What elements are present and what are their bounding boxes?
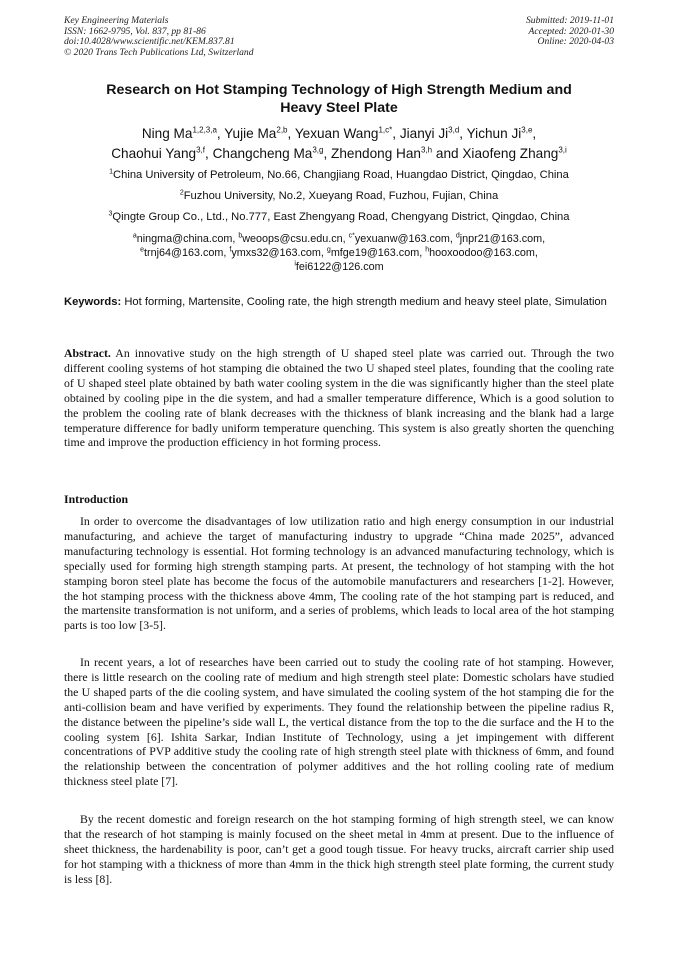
author-name: Changcheng Ma bbox=[212, 146, 313, 161]
email-mark: f bbox=[229, 246, 232, 254]
affiliation-text: China University of Petroleum, No.66, Changjiang Road, Huangdao District, Qingdao, China bbox=[113, 169, 569, 181]
email-address[interactable]: hooxoodoo@163.com, bbox=[429, 247, 538, 259]
introduction-heading: Introduction bbox=[64, 492, 129, 506]
submitted-date: Submitted: 2019-11-01 bbox=[525, 15, 614, 26]
author-line-2: Chaohui Yang$^{3,f}$, Changcheng Ma$^{3,g}$, Zhendong Han$^{3,h}$ and Xiaofeng Zhang$^{3,i}$ bbox=[111, 145, 567, 161]
email-address[interactable]: ymxs32@163.com, bbox=[231, 247, 324, 259]
email-row-2 bbox=[50, 246, 628, 260]
author-line-1: Ning Ma$^{1,2,3,a}$, Yujie Ma$^{2,b}$, Yexuan Wang$^{1,c*}$, Jianyi Ji$^{3,d}$, Yichun Ji$^{3,e}$, bbox=[141, 125, 537, 141]
affiliation-3 bbox=[50, 210, 628, 224]
affiliation-mark: 2 bbox=[179, 189, 184, 197]
abstract-section bbox=[64, 346, 614, 450]
keywords-section bbox=[64, 295, 616, 310]
email-address[interactable]: trnj64@163.com, bbox=[143, 247, 227, 259]
author-affiliation-mark: 3,d bbox=[448, 125, 460, 135]
email-address[interactable]: ningma@china.com, bbox=[136, 233, 236, 245]
author-affiliation-mark: 1,2,3,a bbox=[192, 125, 217, 135]
author-affiliation-mark: 2,b bbox=[276, 125, 288, 135]
email-mark: g bbox=[326, 246, 331, 254]
intro-paragraph-1: In order to overcome the disadvantages of low utilization ratio and high energy consumption in our industrial manufacturing, and achieve the target of manufacturing industry to upgrade “China made 2025”, advanced manufacturing technology is essential. Hot forming technology is an advanced manufacturing technology, which is specially used for forming high strength stamping parts. At present, the technology of hot stamping with the hot stamping boron steel plate has become the focus of the automobile manufacturers and researchers [1-2]. However, the hot stamping process with the thickness above 4mm, The cooling rate of the hot stamping part is reduced, and the martensite transformation is not uniform, and a series of problems, which leads to local area of the hot stamping parts is too low [3-5]. bbox=[64, 514, 614, 633]
author-name: Ning Ma bbox=[141, 126, 193, 141]
author-affiliation-mark: 3,e bbox=[521, 125, 533, 135]
accepted-date: Accepted: 2020-01-30 bbox=[528, 25, 614, 37]
email-address[interactable]: jnpr21@163.com, bbox=[459, 233, 546, 245]
intro-paragraph-3: By the recent domestic and foreign research on the hot stamping forming of high strength steel, we can know that the research of hot stamping is mainly focused on the sheet metal in 4mm at present. Due to the influence of sheet thickness, the hardenability is poor, can’t get a good tough tissue. For heavy trucks, aircraft carrier ship used for hot stamping with a thickness of more than 4mm in the thick high strength steel plate forming, the current study is less [8]. bbox=[64, 812, 614, 886]
journal-name: Key Engineering Materials bbox=[64, 15, 169, 26]
issn-line: ISSN: 1662-9795, Vol. 837, pp 81-86 bbox=[64, 25, 206, 37]
author-name: Zhendong Han bbox=[331, 146, 421, 161]
email-list bbox=[50, 232, 628, 274]
email-row-1 bbox=[50, 232, 628, 246]
author-affiliation-mark: 3,g bbox=[312, 145, 324, 155]
author-affiliation-mark: 3,h bbox=[420, 145, 433, 155]
abstract-text: An innovative study on the high strength of U shaped steel plate was carried out. Through the two different cooling systems of hot stamping die obtained the two U shaped steel plates, founding that the cooling rate of U shaped steel plate obtained by bath water cooling system in the die was significantly higher than the steel plate obtained by cooling pipe in the die system, and had a smaller temperature difference, Which is a good solution to the problem the cooling rate of blank decreases with the thickness of blank increasing and the blank had a large temperature difference for badly uniform temperature quenching. This system is also greatly shorten the quenching time and improve the production efficiency in hot forming process. bbox=[64, 346, 614, 450]
email-mark: h bbox=[425, 246, 430, 254]
email-mark: a bbox=[132, 232, 137, 240]
email-mark: d bbox=[455, 232, 460, 240]
affiliation-2 bbox=[50, 189, 628, 203]
keywords-label: Keywords: bbox=[64, 296, 122, 308]
author-affiliation-mark: 3,i bbox=[558, 145, 567, 155]
paper-title bbox=[64, 81, 614, 117]
affiliation-text: Qingte Group Co., Ltd., No.777, East Zhengyang Road, Chengyang District, Qingdao, China bbox=[112, 211, 570, 223]
author-name: Chaohui Yang bbox=[111, 146, 197, 161]
email-mark: b bbox=[238, 232, 243, 240]
affiliation-mark: 3 bbox=[108, 210, 113, 218]
title-line-1: Research on Hot Stamping Technology of High Strength Medium and bbox=[106, 82, 572, 98]
email-mark: e bbox=[140, 246, 144, 254]
abstract-label: Abstract. bbox=[64, 346, 111, 360]
author-name: Yujie Ma bbox=[224, 126, 277, 141]
author-name: Jianyi Ji bbox=[399, 126, 449, 141]
copyright-line: © 2020 Trans Tech Publications Ltd, Switzerland bbox=[64, 46, 254, 58]
affiliation-mark: 1 bbox=[109, 168, 114, 176]
author-affiliation-mark: 1,c* bbox=[378, 125, 393, 135]
affiliation-text: Fuzhou University, No.2, Xueyang Road, Fuzhou, Fujian, China bbox=[183, 190, 499, 202]
author-affiliation-mark: 3,f bbox=[196, 145, 206, 155]
author-name: Yichun Ji bbox=[466, 126, 522, 141]
email-mark: i bbox=[294, 260, 296, 268]
keywords-text: Hot forming, Martensite, Cooling rate, the high strength medium and heavy steel plate, Simulation bbox=[124, 296, 607, 308]
author-name: Xiaofeng Zhang bbox=[462, 146, 559, 161]
email-address[interactable]: fei6122@126.com bbox=[295, 261, 384, 273]
journal-header bbox=[64, 16, 254, 58]
author-list bbox=[50, 124, 628, 164]
online-date: Online: 2020-04-03 bbox=[537, 36, 614, 48]
email-address[interactable]: weoops@csu.edu.cn, bbox=[242, 233, 346, 245]
affiliation-1 bbox=[50, 168, 628, 182]
email-mark: c* bbox=[348, 232, 355, 240]
email-row-3 bbox=[50, 260, 628, 274]
title-line-2: Heavy Steel Plate bbox=[280, 100, 398, 116]
email-address[interactable]: mfge19@163.com, bbox=[330, 247, 423, 259]
intro-paragraph-2: In recent years, a lot of researches have been carried out to study the cooling rate of hot stamping. However, there is little research on the cooling rate of medium and high strength steel plate: Domestic scholars have studied the U shaped parts of the die cooling system, and have simulated the cooling system of the hot stamping die for the anti-collision beam and have verified by experiments. They found the relationship between the pipeline radius R, the distance between the pipeline’s side wall L, the vertical distance from the top to the die surface and the H to the cooling system [6]. Ishita Sarkar, Indian Institute of Technology, using a jet impingement with different concentrations of PVP additive study the cooling rate of high strength steel plate with thickness of 6mm, and found the relationship between the concentration of polymer additives and the hot rolling cooling rate of medium thickness steel plate [7]. bbox=[64, 655, 614, 789]
doi-line[interactable]: doi:10.4028/www.scientific.net/KEM.837.81 bbox=[64, 36, 235, 48]
email-address[interactable]: yexuanw@163.com, bbox=[354, 233, 453, 245]
dates-header bbox=[526, 16, 614, 48]
author-joiner: and bbox=[435, 146, 459, 161]
author-name: Yexuan Wang bbox=[294, 126, 379, 141]
